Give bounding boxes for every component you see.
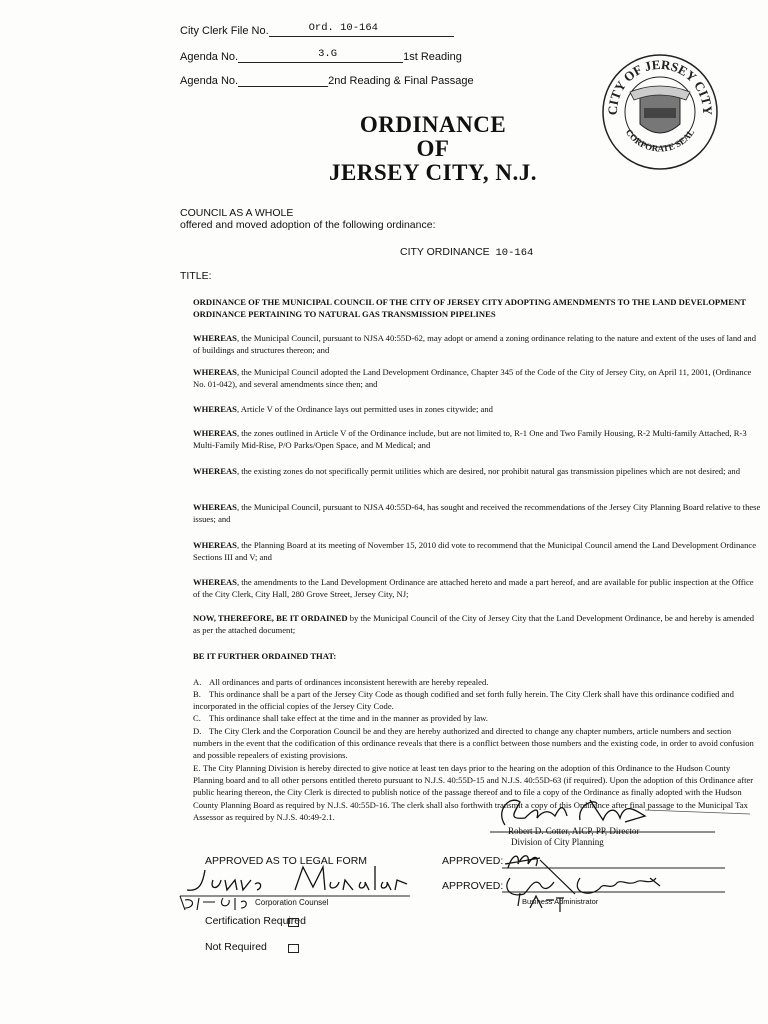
certification-required-checkbox[interactable] xyxy=(288,918,299,927)
provision-text: This ordinance shall take effect at the time and in the manner as provided by law. xyxy=(209,713,488,723)
council-intro xyxy=(180,207,436,231)
clause-lead: WHEREAS xyxy=(193,466,237,476)
clause-lead: WHEREAS xyxy=(193,404,237,414)
document-title xyxy=(283,113,583,185)
clause-lead: WHEREAS xyxy=(193,333,237,343)
not-required-checkbox[interactable] xyxy=(288,944,299,953)
ordinance-label: CITY ORDINANCE xyxy=(400,246,490,258)
corporate-seal-icon xyxy=(600,52,720,172)
agenda-label: Agenda No. xyxy=(180,75,239,87)
svg-text:CORPORATE SEAL: CORPORATE SEAL xyxy=(623,127,697,154)
clause-paragraph xyxy=(193,612,761,636)
clerk-file-label: City Clerk File No. xyxy=(180,25,269,37)
provision-letter: A. xyxy=(193,677,202,687)
clause-lead: WHEREAS xyxy=(193,577,237,587)
clause-paragraph xyxy=(193,501,761,525)
corporation-counsel-label: Corporation Counsel xyxy=(255,898,329,907)
clause-text: , the amendments to the Land Development Ordinance are attached hereto and made a part hereof, and are available for public inspection at the Office of the City Clerk, City Hall, 280 Grove Street, Jersey City, NJ; xyxy=(193,577,754,600)
clause-paragraph xyxy=(193,576,761,600)
signatory-division: Division of City Planning xyxy=(511,837,604,847)
certification-required-option[interactable] xyxy=(205,915,306,927)
approved-label-2: APPROVED: xyxy=(442,880,504,892)
agenda-first-reading-field xyxy=(180,50,462,63)
provision-letter: B. xyxy=(193,689,201,699)
clause-paragraph xyxy=(193,366,761,390)
provision-text: All ordinances and parts of ordinances inconsistent herewith are hereby repealed. xyxy=(209,677,489,687)
clause-lead: WHEREAS xyxy=(193,502,237,512)
first-reading-label: 1st Reading xyxy=(403,51,462,63)
further-ordained-heading: BE IT FURTHER ORDAINED THAT: xyxy=(193,651,337,661)
title-line: OF xyxy=(416,136,450,161)
clause-text: , the existing zones do not specifically permit utilities which are desired, nor prohibit natural gas transmission pipelines which are not desired; and xyxy=(236,466,741,476)
approved-label-1: APPROVED: xyxy=(442,855,504,867)
provision-item xyxy=(193,676,761,688)
final-passage-label: 2nd Reading & Final Passage xyxy=(328,75,474,87)
clause-lead: WHEREAS xyxy=(193,540,237,550)
clause-lead: NOW, THEREFORE, BE IT ORDAINED xyxy=(193,613,348,623)
clause-paragraph xyxy=(193,332,761,356)
provision-text: This ordinance shall be a part of the Jersey City Code as though codified and set forth fully herein. The City Clerk shall have this ordinance codified and incorporated in the official copies of the Jersey City Code. xyxy=(193,689,734,712)
ordinance-number: 10-164 xyxy=(495,247,534,259)
clause-paragraph xyxy=(193,465,761,477)
business-administrator-label: Business Administrator xyxy=(522,897,599,906)
title-line: ORDINANCE xyxy=(359,112,507,137)
provision-text: The City Clerk and the Corporation Council be and they are hereby authorized and directed to change any chapter numbers, article numbers and section numbers in the event that the codification of this ordinance reveals that there is a conflict between those numbers and the existing code, in order to avoid confusion and possible repealers of existing provisions. xyxy=(193,726,754,761)
clause-text: , the Municipal Council, pursuant to NJSA 40:55D-62, may adopt or amend a zoning ordinance relating to the nature and extent of the uses of land and of buildings and structures thereon; and xyxy=(193,333,757,356)
provision-item xyxy=(193,712,761,724)
agenda-label: Agenda No. xyxy=(180,51,239,63)
agenda-value: 3.G xyxy=(318,48,338,60)
provision-letter: C. xyxy=(193,713,201,723)
title-line: JERSEY CITY, N.J. xyxy=(328,160,538,185)
clause-text: , the Municipal Council adopted the Land Development Ordinance, Chapter 345 of the Code of the City of Jersey City, on April 11, 2001, (Ordinance No. 01-042), and several amendments since then; and xyxy=(193,367,752,390)
title-label: TITLE: xyxy=(180,270,212,282)
council-heading: COUNCIL AS A WHOLE xyxy=(180,207,294,219)
clause-paragraph xyxy=(193,427,761,451)
clause-text: , the zones outlined in Article V of the Ordinance include, but are not limited to, R-1 One and Two Family Housing, R-2 Multi-family Attached, R-3 Multi-Family Mid-Rise, P/O Parks/Open Space, and M Medical; and xyxy=(193,428,747,451)
clerk-file-value: Ord. 10-164 xyxy=(308,22,378,34)
city-ordinance-number xyxy=(400,246,533,259)
clerk-file-field xyxy=(180,24,454,37)
not-required-label: Not Required xyxy=(205,941,267,953)
clause-lead: WHEREAS xyxy=(193,428,237,438)
ordinance-title: ORDINANCE OF THE MUNICIPAL COUNCIL OF THE CITY OF JERSEY CITY ADOPTING AMENDMENTS TO THE LAND DEVELOPMENT ORDINANCE PERTAINING TO NATURAL GAS TRANSMISSION PIPELINES xyxy=(193,297,746,320)
clause-lead: WHEREAS xyxy=(193,367,237,377)
not-required-option[interactable] xyxy=(205,941,267,953)
approved-legal-form-label: APPROVED AS TO LEGAL FORM xyxy=(205,855,368,867)
signatory-block xyxy=(508,826,639,848)
clause-paragraph xyxy=(193,403,761,415)
clause-text: , the Municipal Council, pursuant to NJSA 40:55D-64, has sought and received the recommendations of the Jersey City Planning Board relative to these issues; and xyxy=(193,502,761,525)
business-administrator-signature xyxy=(500,848,730,930)
provision-text: The City Planning Division is hereby directed to give notice at least ten days prior to the hearing on the adoption of this Ordinance to the Hudson County Planning board and to all other persons entitled thereto pursuant to N.J.S. 40:55D-15 and N.J.S. 40:55D-63 (if required). Upon the adoption of this Ordinance after public hearing thereon, the City Clerk is directed to publish notice of the passage thereof and to file a copy of the Ordinance as finally adopted with the Hudson County Planning Board as required by N.J.S. 40:55D-16. The clerk shall also forthwith transmit a copy of this Ordinance after final passage to the Municipal Tax Assessor as required by N.J.S. 40:49-2.1. xyxy=(193,763,754,822)
provision-letter: E. xyxy=(193,763,201,773)
provision-item xyxy=(193,725,761,762)
signatory-name: Robert D. Cotter, AICP, PP, Director xyxy=(508,826,640,836)
clause-text: by the Municipal Council of the City of Jersey City that the Land Development Ordinance, be and hereby is amended as per the attached document; xyxy=(193,613,755,636)
svg-text:CITY OF JERSEY CITY: CITY OF JERSEY CITY xyxy=(604,56,716,116)
provision-item xyxy=(193,688,761,712)
agenda-final-passage-field xyxy=(180,74,474,87)
clause-paragraph xyxy=(193,539,761,563)
certification-required-label: Certification Required xyxy=(205,915,306,927)
council-motion-text: offered and moved adoption of the following ordinance: xyxy=(180,219,436,231)
clause-text: , the Planning Board at its meeting of November 15, 2010 did vote to recommend that the Municipal Council amend the Land Development Ordinance Sections III and V; and xyxy=(193,540,757,563)
provision-letter: D. xyxy=(193,726,202,736)
clause-text: , Article V of the Ordinance lays out permitted uses in zones citywide; and xyxy=(236,404,493,414)
